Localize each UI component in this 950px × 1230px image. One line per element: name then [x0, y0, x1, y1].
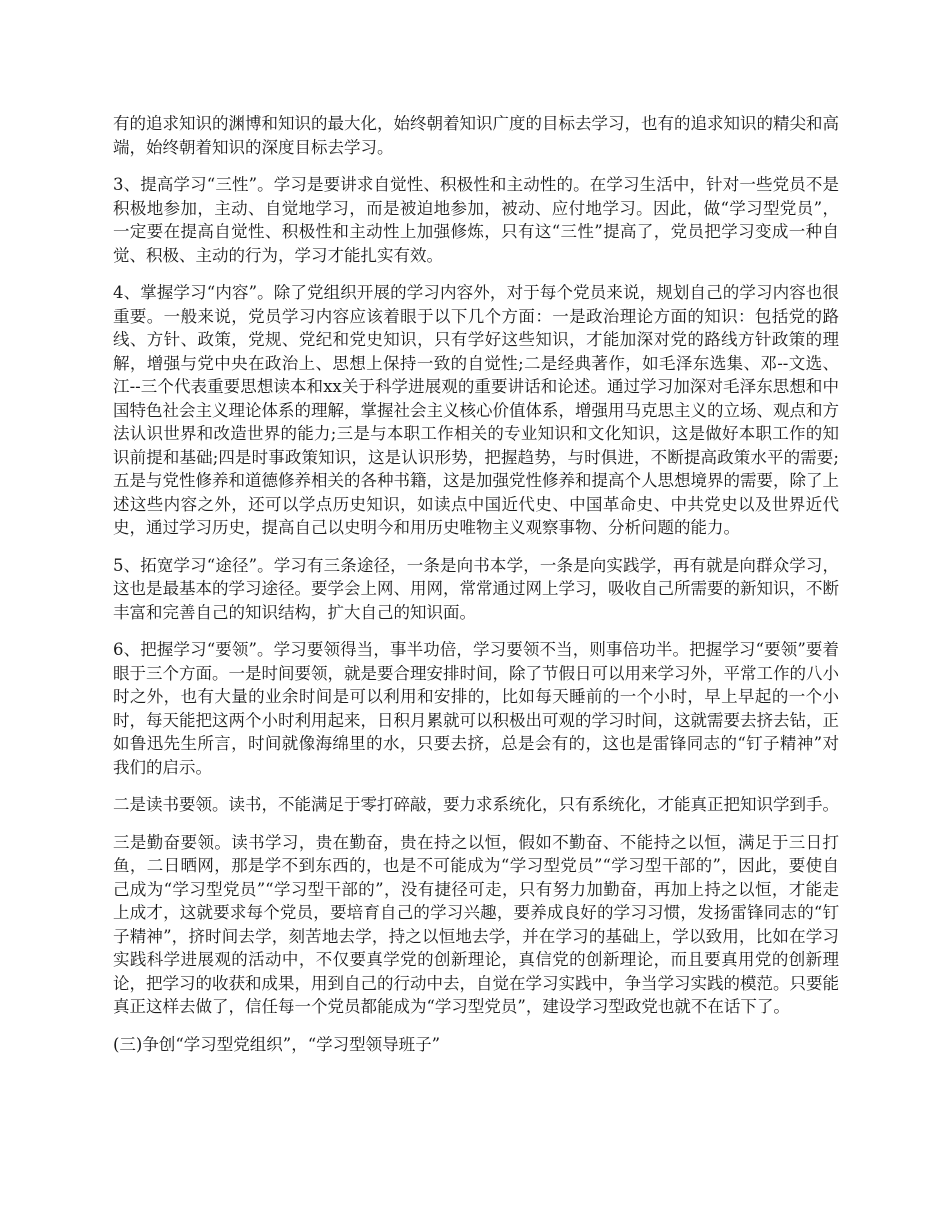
paragraph-diligence-essentials: 三是勤奋要领。读书学习，贵在勤奋，贵在持之以恒，假如不勤奋、不能持之以恒，满足于三日打鱼，二日晒网，那是学不到东西的，也是不可能成为“学习型党员”“学习型干部的”，因此，要使自己成为“学习型党员”“学习型干部的”，没有捷径可走，只有努力加勤奋，再加上持之以恒，才能走上成才，这就要求每个党员，要培育自己的学习兴趣，要养成良好的学习习惯，发扬雷锋同志的“钉子精神”，挤时间去学，刻苦地去学，持之以恒地去学，并在学习的基础上，学以致用，比如在学习实践科学进展观的活动中，不仅要真学党的创新理论，真信党的创新理论，而且要真用党的创新理论，把学习的收获和成果，用到自己的行动中去，自觉在学习实践中，争当学习实践的模范。只要能真正这样去做了，信任每一个党员都能成为“学习型党员”，建设学习型政党也就不在话下了。 [113, 832, 839, 1016]
paragraph-learning-content: 4、掌握学习“内容”。除了党组织开展的学习内容外，对于每个党员来说，规划自己的学习内容也很重要。一般来说，党员学习内容应该着眼于以下几个方面：一是政治理论方面的知识：包括党的路线、方针、政策，党规、党纪和党史知识，只有学好这些知识，才能加深对党的路线方针政策的理解，增强与党中央在政治上、思想上保持一致的自觉性;二是经典著作，如毛泽东选集、邓--文选、江--三个代表重要思想读本和xx关于科学进展观的重要讲话和论述。通过学习加深对毛泽东思想和中国特色社会主义理论体系的理解，掌握社会主义核心价值体系，增强用马克思主义的立场、观点和方法认识世界和改造世界的能力;三是与本职工作相关的专业知识和文化知识，这是做好本职工作的知识前提和基础;四是时事政策知识，这是认识形势，把握趋势，与时俱进，不断提高政策水平的需要;五是与党性修养和道德修养相关的各种书籍，这是加强党性修养和提高个人思想境界的需要，除了上述这些内容之外，还可以学点历史知识，如读点中国近代史、中国革命史、中共党史以及世界近代史，通过学习历史，提高自己以史明今和用历史唯物主义观察事物、分析问题的能力。 [113, 283, 839, 537]
section-heading-learning-organization: (三)争创“学习型党组织”，“学习型领导班子” [113, 1034, 441, 1054]
paragraph-three-qualities: 3、提高学习“三性”。学习是要讲求自觉性、积极性和主动性的。在学习生活中，针对一些党员不是积极地参加，主动、自觉地学习，而是被迫地参加，被动、应付地学习。因此，做“学习型党员”，一定要在提高自觉性、积极性和主动性上加强修炼，只有这“三性”提高了，党员把学习变成一种自觉、积极、主动的行为，学习才能扎实有效。 [113, 175, 839, 265]
paragraph-reading-essentials: 二是读书要领。读书，不能满足于零打碎敲，要力求系统化，只有系统化，才能真正把知识学到手。 [113, 795, 839, 814]
paragraph-knowledge-breadth-depth: 有的追求知识的渊博和知识的最大化，始终朝着知识广度的目标去学习，也有的追求知识的精尖和高端，始终朝着知识的深度目标去学习。 [113, 114, 839, 157]
paragraph-learning-channels: 5、拓宽学习“途径”。学习有三条途径，一条是向书本学，一条是向实践学，再有就是向群众学习，这也是最基本的学习途径。要学会上网、用网，常常通过网上学习，吸收自己所需要的新知识，不断丰富和完善自己的知识结构，扩大自己的知识面。 [113, 555, 839, 622]
document-body [113, 112, 839, 1070]
paragraph-learning-essentials: 6、把握学习“要领”。学习要领得当，事半功倍，学习要领不当，则事倍功半。把握学习“要领”要着眼于三个方面。一是时间要领，就是要合理安排时间，除了节假日可以用来学习外，平常工作的八小时之外，也有大量的业余时间是可以利用和安排的，比如每天睡前的一个小时，早上早起的一个小时，每天能把这两个小时利用起来，日积月累就可以积极出可观的学习时间，这就需要去挤去钻，正如鲁迅先生所言，时间就像海绵里的水，只要去挤，总是会有的，这也是雷锋同志的“钉子精神”对我们的启示。 [113, 640, 839, 777]
